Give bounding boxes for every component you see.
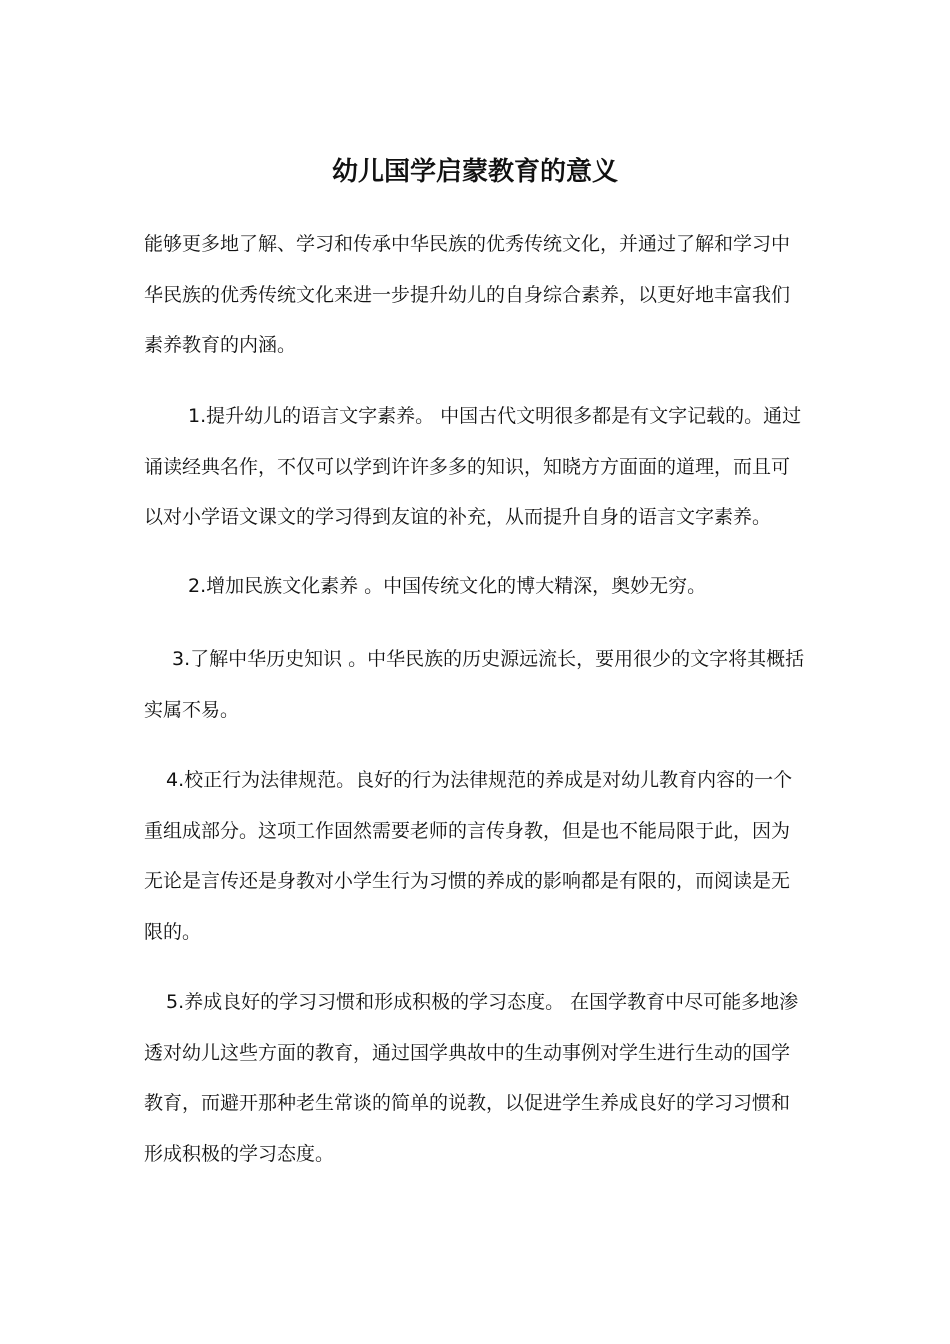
paragraph-line: 教育，而避开那种老生常谈的简单的说教，以促进学生养成良好的学习习惯和 [144,1092,791,1114]
paragraph-line: 5.养成良好的学习习惯和形成积极的学习态度。 在国学教育中尽可能多地渗 [166,991,799,1013]
paragraph-point-2 [144,561,809,612]
paragraph-point-1 [144,391,809,543]
paragraph-line: 限的。 [144,920,202,943]
paragraph-line: 华民族的优秀传统文化来进一步提升幼儿的自身综合素养，以更好地丰富我们 [144,283,791,306]
paragraph-line: 素养教育的内涵。 [144,334,297,356]
paragraph-line: 2.增加民族文化素养 。中国传统文化的博大精深，奥妙无穷。 [188,575,707,597]
paragraph-line: 能够更多地了解、学习和传承中华民族的优秀传统文化，并通过了解和学习中 [144,233,791,255]
paragraph-line: 3.了解中华历史知识 。中华民族的历史源远流长，要用很少的文字将其概括 [172,648,805,670]
paragraph-line: 透对幼儿这些方面的教育，通过国学典故中的生动事例对学生进行生动的国学 [144,1041,791,1064]
paragraph-point-5 [144,977,809,1179]
paragraph-line: 诵读经典名作，不仅可以学到许许多多的知识，知晓方方面面的道理，而且可 [144,455,791,478]
document-title: 幼儿国学启蒙教育的意义 [331,157,618,187]
paragraph-line: 形成积极的学习态度。 [144,1142,335,1165]
paragraph-line: 无论是言传还是身教对小学生行为习惯的养成的影响都是有限的，而阅读是无 [144,870,791,892]
paragraph-intro [144,219,809,371]
paragraph-line: 重组成部分。这项工作固然需要老师的言传身教，但是也不能局限于此，因为 [144,819,791,842]
paragraph-line: 1.提升幼儿的语言文字素养。 中国古代文明很多都是有文字记载的。通过 [188,405,802,427]
paragraph-point-3 [144,634,809,735]
paragraph-line: 以对小学语文课文的学习得到友谊的补充，从而提升自身的语言文字素养。 [144,506,772,528]
paragraph-point-4 [144,755,809,957]
paragraph-line: 4.校正行为法律规范。良好的行为法律规范的养成是对幼儿教育内容的一个 [166,769,793,791]
paragraph-line: 实属不易。 [144,698,240,721]
